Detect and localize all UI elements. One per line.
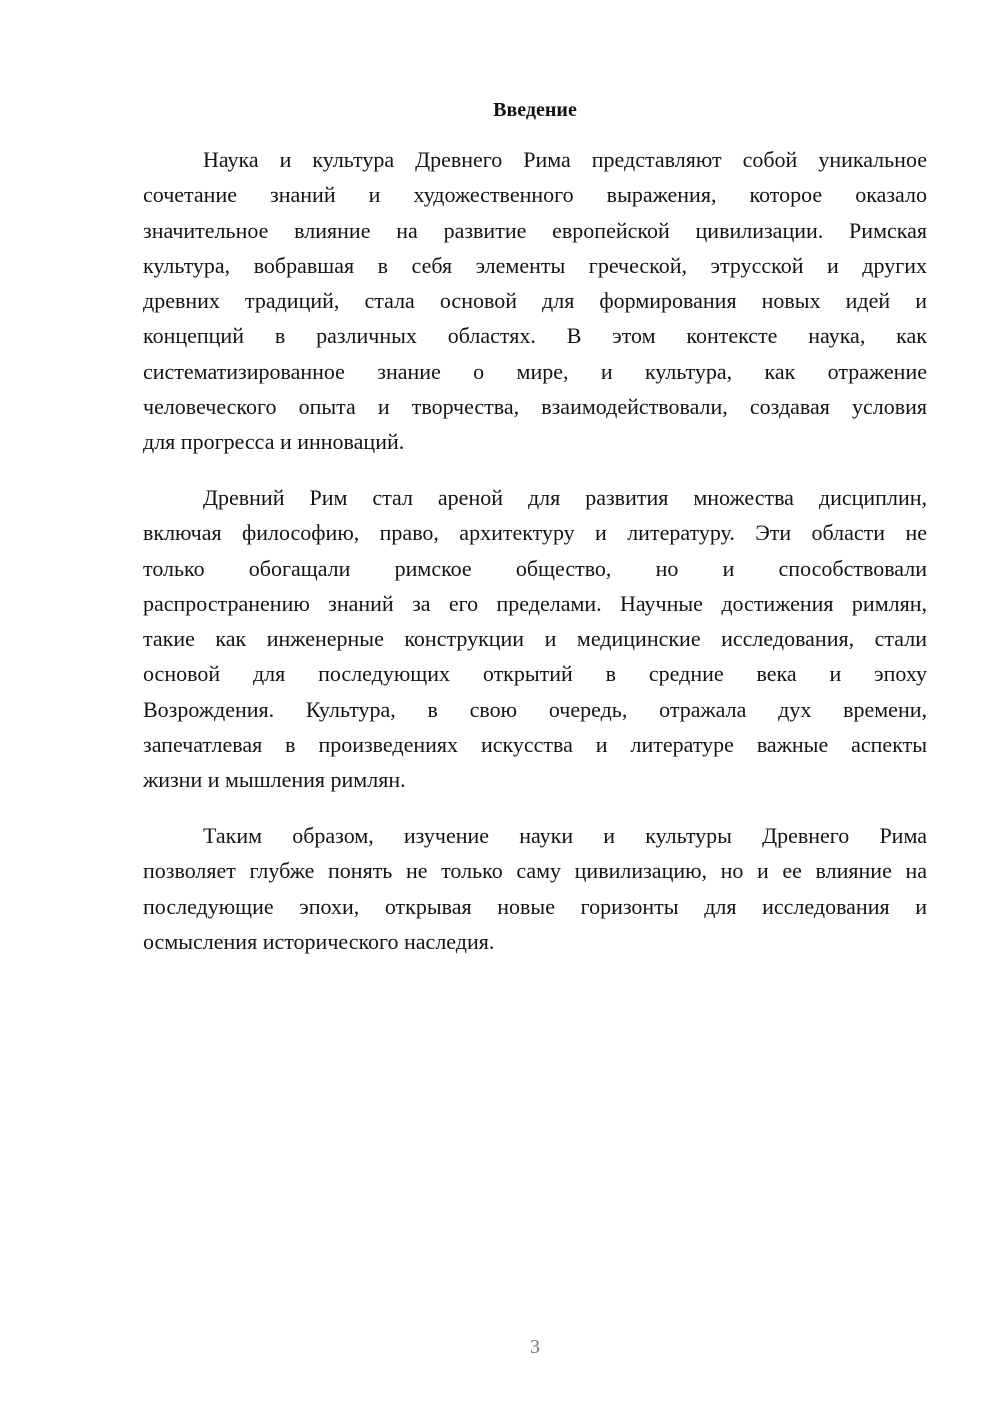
paragraph-line: концепций в различных областях. В этом контексте наука, как	[143, 323, 927, 349]
paragraph-line: последующие эпохи, открывая новые горизонты для исследования и	[143, 893, 927, 919]
paragraph-line: позволяет глубже понять не только саму цивилизацию, но и ее влияние на	[143, 858, 927, 884]
paragraph-line: культура, вобравшая в себя элементы греческой, этрусской и других	[143, 252, 927, 278]
page-number: 3	[530, 1336, 540, 1358]
paragraph	[143, 818, 927, 959]
paragraph-line: значительное влияние на развитие европейской цивилизации. Римская	[143, 217, 927, 243]
paragraph-line: осмысления исторического наследия.	[143, 928, 495, 954]
paragraph-line: такие как инженерные конструкции и медицинские исследования, стали	[143, 626, 927, 651]
paragraph	[143, 142, 927, 459]
paragraph-line: распространению знаний за его пределами. Научные достижения римлян,	[143, 590, 927, 616]
paragraph-line: Таким образом, изучение науки и культуры Древнего Рима	[203, 823, 927, 848]
paragraph	[143, 480, 927, 797]
paragraph-line: включая философию, право, архитектуру и литературу. Эти области не	[143, 520, 927, 546]
paragraph-line: древних традиций, стала основой для формирования новых идей и	[143, 288, 927, 313]
paragraph-line: запечатлевая в произведениях искусства и литературе важные аспекты	[143, 731, 927, 757]
paragraph-line: Наука и культура Древнего Рима представляют собой уникальное	[203, 147, 927, 172]
paragraph-line: Древний Рим стал ареной для развития множества дисциплин,	[203, 485, 927, 510]
paragraph-line: жизни и мышления римлян.	[143, 767, 406, 792]
paragraph-line: систематизированное знание о мире, и культура, как отражение	[143, 358, 927, 384]
paragraph-line: только обогащали римское общество, но и способствовали	[143, 555, 927, 581]
paragraph-line: для прогресса и инноваций.	[143, 429, 405, 454]
paragraph-line: сочетание знаний и художественного выражения, которое оказало	[143, 182, 927, 208]
paragraph-line: Возрождения. Культура, в свою очередь, отражала дух времени,	[143, 696, 927, 722]
paragraph-line: человеческого опыта и творчества, взаимодействовали, создавая условия	[143, 393, 927, 419]
section-title: Введение	[493, 99, 577, 121]
paragraph-line: основой для последующих открытий в средние века и эпоху	[143, 661, 927, 687]
